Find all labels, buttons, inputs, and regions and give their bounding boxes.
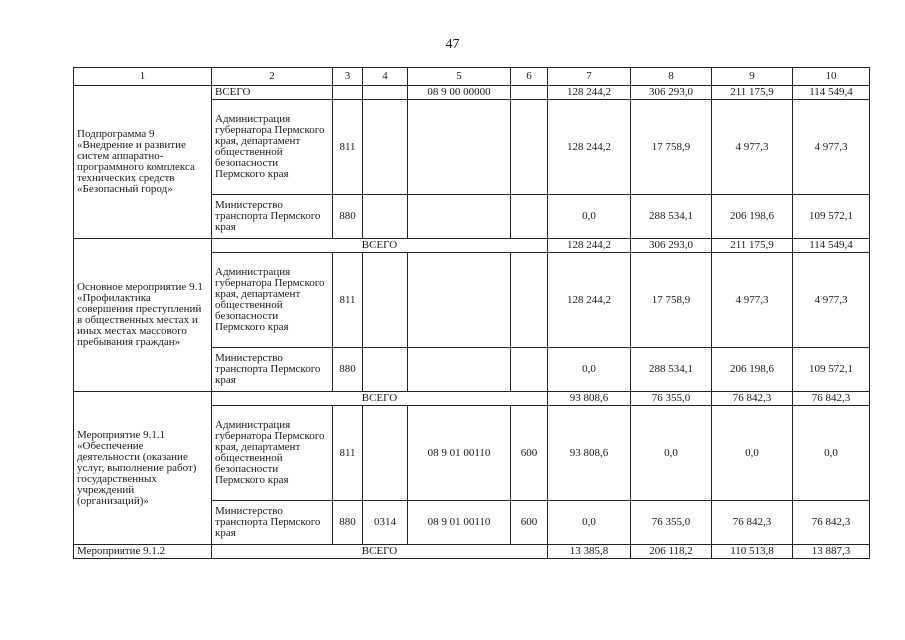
executor-cell: Министерство транспорта Пермского края (212, 348, 333, 392)
value-cell: 211 175,9 (712, 86, 793, 100)
budget-table (73, 67, 870, 559)
code-cell (408, 348, 511, 392)
value-cell: 76 355,0 (631, 392, 712, 406)
code-cell (408, 195, 511, 239)
total-label: ВСЕГО (212, 86, 333, 100)
table-header-row (74, 68, 870, 86)
value-cell: 76 355,0 (631, 501, 712, 545)
code-cell (363, 348, 408, 392)
code-cell (363, 253, 408, 348)
value-cell: 109 572,1 (793, 348, 870, 392)
block-title: Основное мероприятие 9.1 «Профилактика совершения преступлений в общественных местах и иных местах массового пребывания граждан» (74, 239, 212, 392)
value-cell: 110 513,8 (712, 545, 793, 559)
code-cell (363, 100, 408, 195)
header-cell: 8 (631, 68, 712, 86)
code-cell: 600 (511, 406, 548, 501)
value-cell: 306 293,0 (631, 239, 712, 253)
value-cell: 128 244,2 (548, 86, 631, 100)
header-cell: 5 (408, 68, 511, 86)
header-cell: 9 (712, 68, 793, 86)
value-cell: 93 808,6 (548, 392, 631, 406)
header-cell: 4 (363, 68, 408, 86)
value-cell: 13 887,3 (793, 545, 870, 559)
value-cell: 0,0 (548, 348, 631, 392)
value-cell: 17 758,9 (631, 100, 712, 195)
value-cell: 0,0 (631, 406, 712, 501)
value-cell: 206 118,2 (631, 545, 712, 559)
value-cell: 306 293,0 (631, 86, 712, 100)
total-label: ВСЕГО (212, 392, 548, 406)
code-cell: 880 (333, 348, 363, 392)
header-cell: 7 (548, 68, 631, 86)
value-cell: 128 244,2 (548, 253, 631, 348)
code-cell (408, 253, 511, 348)
code-cell: 880 (333, 195, 363, 239)
value-cell: 76 842,3 (712, 392, 793, 406)
code-cell: 600 (511, 501, 548, 545)
value-cell: 288 534,1 (631, 195, 712, 239)
table-row (74, 392, 870, 406)
code-cell (511, 195, 548, 239)
total-label: ВСЕГО (212, 239, 548, 253)
value-cell: 13 385,8 (548, 545, 631, 559)
code-cell (363, 195, 408, 239)
value-cell: 17 758,9 (631, 253, 712, 348)
code-cell: 811 (333, 253, 363, 348)
table-row (74, 545, 870, 559)
executor-cell: Министерство транспорта Пермского края (212, 195, 333, 239)
value-cell: 0,0 (548, 501, 631, 545)
value-cell: 206 198,6 (712, 348, 793, 392)
header-cell: 10 (793, 68, 870, 86)
code-cell (408, 100, 511, 195)
value-cell: 109 572,1 (793, 195, 870, 239)
header-cell: 2 (212, 68, 333, 86)
code-cell (511, 253, 548, 348)
code-cell (511, 100, 548, 195)
value-cell: 76 842,3 (793, 501, 870, 545)
value-cell: 0,0 (793, 406, 870, 501)
value-cell: 76 842,3 (793, 392, 870, 406)
budget-code: 08 9 00 00000 (408, 86, 511, 100)
code-cell: 0314 (363, 501, 408, 545)
value-cell: 0,0 (712, 406, 793, 501)
value-cell: 128 244,2 (548, 100, 631, 195)
value-cell: 0,0 (548, 195, 631, 239)
code-cell: 811 (333, 100, 363, 195)
header-cell: 6 (511, 68, 548, 86)
header-cell: 1 (74, 68, 212, 86)
code-cell (363, 406, 408, 501)
value-cell: 4 977,3 (793, 100, 870, 195)
value-cell: 4 977,3 (712, 253, 793, 348)
total-label: ВСЕГО (212, 545, 548, 559)
executor-cell: Администрация губернатора Пермского края, департамент общественной безопасности Пермского края (212, 100, 333, 195)
value-cell: 128 244,2 (548, 239, 631, 253)
block-title: Подпрограмма 9 «Внедрение и развитие систем аппаратно-программного комплекса технических средств «Безопасный город» (74, 86, 212, 239)
value-cell: 288 534,1 (631, 348, 712, 392)
value-cell: 93 808,6 (548, 406, 631, 501)
value-cell: 114 549,4 (793, 239, 870, 253)
page-number: 47 (445, 37, 460, 52)
executor-cell: Администрация губернатора Пермского края, департамент общественной безопасности Пермского края (212, 406, 333, 501)
code-cell: 08 9 01 00110 (408, 501, 511, 545)
value-cell: 114 549,4 (793, 86, 870, 100)
table-row (74, 86, 870, 100)
executor-cell: Министерство транспорта Пермского края (212, 501, 333, 545)
value-cell: 211 175,9 (712, 239, 793, 253)
value-cell: 206 198,6 (712, 195, 793, 239)
table-row (74, 239, 870, 253)
value-cell: 76 842,3 (712, 501, 793, 545)
header-cell: 3 (333, 68, 363, 86)
value-cell: 4 977,3 (793, 253, 870, 348)
code-cell: 08 9 01 00110 (408, 406, 511, 501)
code-cell: 811 (333, 406, 363, 501)
block-title: Мероприятие 9.1.1 «Обеспечение деятельности (оказание услуг, выполнение работ) государственных учреждений (организаций)» (74, 392, 212, 545)
block-title: Мероприятие 9.1.2 (74, 545, 212, 559)
code-cell: 880 (333, 501, 363, 545)
code-cell (511, 348, 548, 392)
executor-cell: Администрация губернатора Пермского края, департамент общественной безопасности Пермского края (212, 253, 333, 348)
value-cell: 4 977,3 (712, 100, 793, 195)
